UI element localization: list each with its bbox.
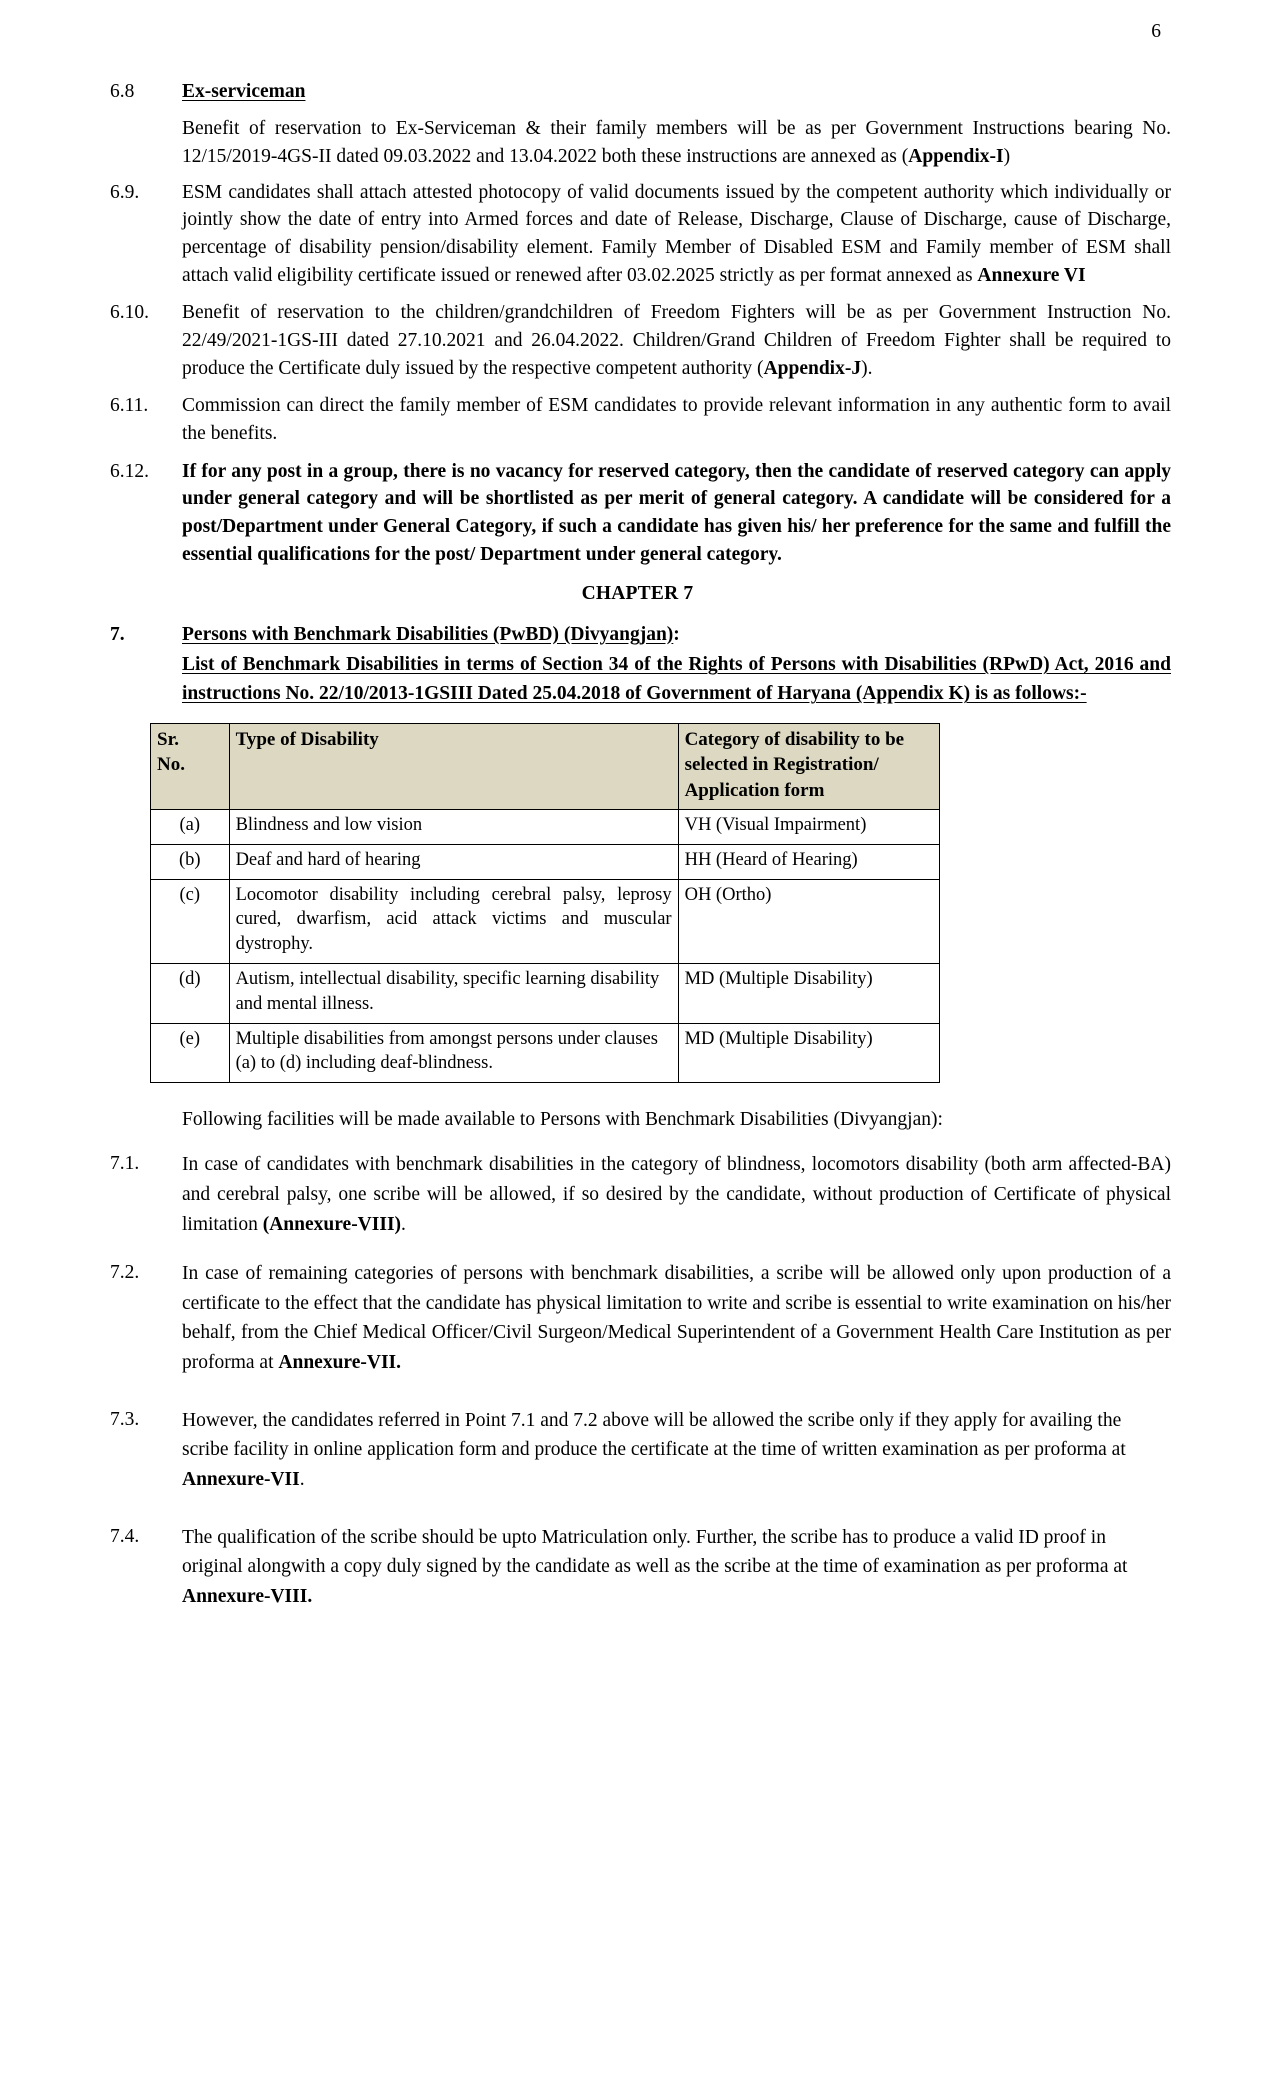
clause-6-12 (104, 458, 1171, 569)
cell-sr: (a) (151, 810, 230, 845)
clause-7-2-text: In case of remaining categories of persons with benchmark disabilities, a scribe will be allowed only upon production of a certificate to the effect that the candidate has physical limitation to write and scribe is essential to write examination on his/her behalf, from the Chief Medical Officer/Civil Surgeon/Medical Superintendent of a Government Health Care Institution as per proforma at (182, 1263, 1171, 1374)
section-number: 7. (110, 623, 125, 645)
annexure-viii-ref: Annexure-VIII. (182, 1585, 313, 1607)
clause-body (182, 1406, 1171, 1495)
disability-table-wrapper (150, 723, 940, 1083)
clause-7-1 (104, 1150, 1171, 1239)
table-body (151, 810, 940, 1083)
table-row (151, 1023, 940, 1083)
clause-6-10 (104, 299, 1171, 382)
table-header (151, 723, 940, 809)
cell-category: OH (Ortho) (678, 879, 939, 963)
clause-body: If for any post in a group, there is no vacancy for reserved category, then the candidate of reserved category can apply under general category and will be shortlisted as per merit of general category. A candidate will be considered for a post/Department under General Category, if such a candidate has given his/ her preference for the same and fulfill the essential qualifications for the post/ Department under general category. (182, 460, 1171, 565)
cell-category: MD (Multiple Disability) (678, 963, 939, 1023)
spacer (104, 1505, 1171, 1523)
clause-body (182, 1259, 1171, 1378)
cell-sr: (c) (151, 879, 230, 963)
clause-7-2 (104, 1259, 1171, 1378)
annexure-vi-ref: Annexure VI (977, 264, 1086, 286)
cell-category: HH (Heard of Hearing) (678, 844, 939, 879)
cell-type: Autism, intellectual disability, specific learning disability and mental illness. (229, 963, 678, 1023)
section-7-heading (104, 621, 1171, 709)
clause-number: 7.2. (110, 1262, 140, 1284)
clause-6-9 (104, 179, 1171, 290)
disability-table (150, 723, 940, 1083)
table-row (151, 963, 940, 1023)
clause-6-9-text: ESM candidates shall attach attested photocopy of valid documents issued by the competent authority which individually or jointly show the date of entry into Armed forces and date of Release, Discharge, Clause of Discharge, cause of Discharge, percentage of disability pension/disability element. Family Member of Disabled ESM and Family member of ESM shall attach valid eligibility certificate issued or renewed after 03.02.2025 strictly as per format annexed as (182, 181, 1171, 286)
clause-body (182, 1150, 1171, 1239)
clause-7-4 (104, 1523, 1171, 1612)
following-facilities-line: Following facilities will be made available to Persons with Benchmark Disabilities (Divyangjan): (182, 1109, 943, 1131)
header-sr-no-line2: No. (157, 754, 185, 776)
header-category-line1: Category of disability to be (684, 728, 905, 750)
clause-7-1-text-tail: . (401, 1213, 406, 1235)
header-category-line3: Application form (684, 779, 825, 801)
header-type-of-disability: Type of Disability (229, 723, 678, 809)
section-7-heading-line1: Persons with Benchmark Disabilities (PwBD) (Divyangjan) (182, 623, 674, 645)
clause-number: 7.1. (110, 1153, 140, 1175)
header-sr-no (151, 723, 230, 809)
clause-6-10-text: Benefit of reservation to the children/grandchildren of Freedom Fighters will be as per Government Instruction No. 22/49/2021-1GS-III dated 27.10.2021 and 26.04.2022. Children/Grand Children of Freedom Fighter shall be required to produce the Certificate duly issued by the respective competent authority ( (182, 302, 1171, 379)
annexure-vii-ref: Annexure-VII (182, 1468, 300, 1490)
section-7-heading-body (182, 621, 1171, 709)
clause-number: 6.9. (110, 181, 140, 203)
clause-body (182, 299, 1171, 382)
clause-body (182, 1523, 1171, 1612)
cell-sr: (e) (151, 1023, 230, 1083)
clause-7-1-text: In case of candidates with benchmark disabilities in the category of blindness, locomotors disability (both arm affected-BA) and cerebral palsy, one scribe will be allowed, if so desired by the candidate, without production of Certificate of physical limitation (182, 1154, 1171, 1235)
clause-body (182, 78, 1171, 106)
annexure-viii-ref: (Annexure-VIII) (262, 1213, 402, 1235)
cell-category: VH (Visual Impairment) (678, 810, 939, 845)
chapter-title: CHAPTER 7 (581, 582, 694, 604)
cell-type: Deaf and hard of hearing (229, 844, 678, 879)
section-7-heading-line2: List of Benchmark Disabilities in terms of Section 34 of the Rights of Persons with Disabilities (RPwD) Act, 2016 and instructions No. 22/10/2013-1GSIII Dated 25.04.2018 of Government of Haryana (Appendix K) is as follows:- (182, 654, 1171, 705)
table-row (151, 844, 940, 879)
clause-7-3 (104, 1406, 1171, 1495)
clause-7-3-text: However, the candidates referred in Point 7.1 and 7.2 above will be allowed the scribe only if they apply for availing the scribe facility in online application form and produce the certificate at the time of written examination as per proforma at (182, 1409, 1126, 1461)
clause-number: 6.11. (110, 395, 149, 417)
clause-number: 6.12. (110, 460, 149, 482)
clause-6-8-text: Benefit of reservation to Ex-Serviceman & their family members will be as per Government Instructions bearing No. 12/15/2019-4GS-II dated 09.03.2022 and 13.04.2022 both these instructions are annexed as ( (182, 118, 1171, 167)
clause-6-10-text-tail: ). (861, 357, 873, 379)
clause-body: Commission can direct the family member of ESM candidates to provide relevant information in any authentic form to avail the benefits. (182, 395, 1171, 445)
clause-number: 7.3. (110, 1408, 140, 1430)
appendix-j-ref: Appendix-J (763, 357, 862, 379)
header-category-line2: selected in Registration/ (684, 754, 879, 776)
table-row (151, 879, 940, 963)
table-row (151, 810, 940, 845)
cell-sr: (d) (151, 963, 230, 1023)
table-header-row (151, 723, 940, 809)
clause-6-11 (104, 392, 1171, 447)
clause-number: 7.4. (110, 1525, 140, 1547)
clause-7-4-text: The qualification of the scribe should be upto Matriculation only. Further, the scribe has to produce a valid ID proof in original alongwith a copy duly signed by the candidate as well as the scribe at the time of examination as per proforma at (182, 1526, 1128, 1578)
header-sr-no-line1: Sr. (157, 728, 180, 750)
cell-sr: (b) (151, 844, 230, 879)
spacer (104, 1388, 1171, 1406)
cell-type: Locomotor disability including cerebral palsy, leprosy cured, dwarfism, acid attack victims and muscular dystrophy. (229, 879, 678, 963)
section-7-heading-colon: : (673, 623, 680, 645)
cell-type: Multiple disabilities from amongst persons under clauses (a) to (d) including deaf-blindness. (229, 1023, 678, 1083)
cell-type: Blindness and low vision (229, 810, 678, 845)
clause-6-8-paragraph (182, 115, 1171, 170)
clause-heading-ex-serviceman: Ex-serviceman (182, 80, 306, 102)
header-category (678, 723, 939, 809)
annexure-vii-ref: Annexure-VII. (278, 1352, 401, 1374)
spacer (104, 1249, 1171, 1259)
clause-6-8 (104, 78, 1171, 106)
clause-6-8-text-tail: ) (1003, 145, 1011, 167)
clause-number: 6.8 (110, 80, 135, 102)
appendix-i-ref: Appendix-I (908, 145, 1004, 167)
clause-number: 6.10. (110, 302, 149, 324)
clause-body (182, 179, 1171, 290)
page-number: 6 (1151, 21, 1161, 42)
clause-7-3-text-tail: . (299, 1468, 305, 1490)
cell-category: MD (Multiple Disability) (678, 1023, 939, 1083)
